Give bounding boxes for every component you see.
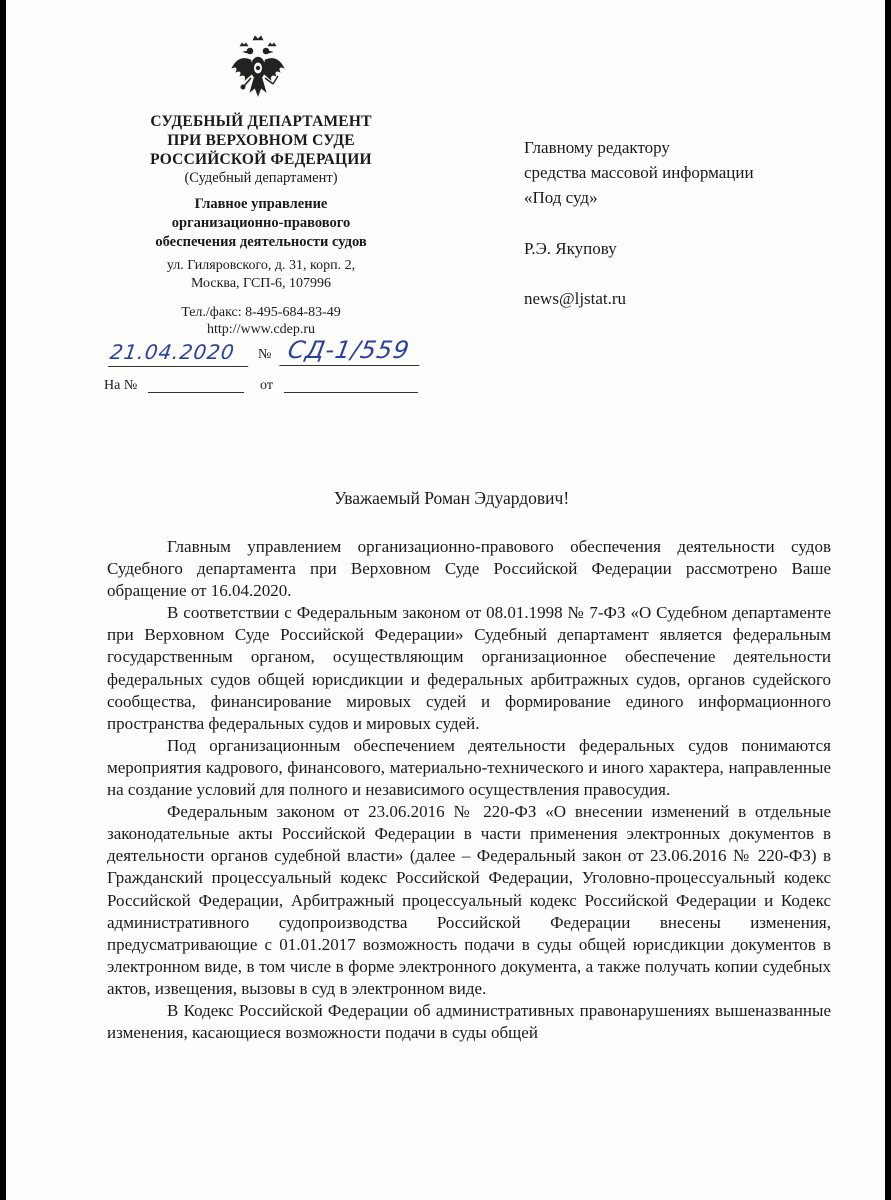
recipient-name: Р.Э. Якупову <box>524 239 617 258</box>
reference-row <box>104 378 434 398</box>
body-paragraph: Федеральным законом от 23.06.2016 № 220-ФЗ «О внесении изменений в отдельные законодательные акты Российской Федерации в части применения электронных документов в деятельности органов судебной власти» (далее – Федеральный закон от 23.06.2016 № 220-ФЗ) в Гражданский процессуальный кодекс Российской Федерации, Уголовно-процессуальный кодекс Российской Федерации, Арбитражный процессуальный кодекс Российской Федерации и Кодекс административного судопроизводства Российской Федерации внесены изменения, предусматривающие с 01.01.2017 возможность подачи в суды общей юрисдикции документов в электронном виде, в том числе в форме электронного документа, а также получать копии судебных актов, извещения, вызовы в суд в электронном виде. <box>107 802 831 998</box>
reg-number-label: № <box>258 347 272 362</box>
letter-page <box>6 0 885 1200</box>
body-paragraph: В Кодекс Российской Федерации об административных правонарушениях вышеназванные изменения, касающиеся возможности подачи в суды общей <box>107 1000 831 1043</box>
body-paragraph: Главным управлением организационно-правового обеспечения деятельности судов Судебного департамента при Верховном Суде Российской Федерации рассмотрено Ваше обращение от 16.04.2020. <box>107 537 831 601</box>
ref-from-label: от <box>260 378 273 393</box>
coat-of-arms-icon <box>228 34 288 100</box>
registration-row <box>102 336 432 370</box>
org-line: РОССИЙСКОЙ ФЕДЕРАЦИИ <box>150 151 372 168</box>
body-paragraph: В соответствии с Федеральным законом от 08.01.1998 № 7-ФЗ «О Судебном департаменте при Верховном Суде Российской Федерации» Судебный департамент является федеральным государственным органом, осуществляющим организационное обеспечение деятельности федеральных судов общей юрисдикции и федеральных арбитражных судов, органов судейского сообщества, финансирование мировых судей и формирование единого информационного пространства федеральных судов и мировых судей. <box>107 603 831 733</box>
org-short-name: (Судебный департамент) <box>184 170 338 186</box>
recipient-line: Главному редактору <box>524 138 670 157</box>
recipient-line: «Под суд» <box>524 188 598 207</box>
salutation: Уважаемый Роман Эдуардович! <box>333 488 570 508</box>
handwritten-reg-number: СД-1/559 <box>279 336 424 366</box>
body-paragraph: Под организационным обеспечением деятельности федеральных судов понимаются мероприятия кадрового, финансового, материально-технического и иного характера, направленные на создание условий для полного и независимого осуществления правосудия. <box>107 735 831 800</box>
address-line: Москва, ГСП-6, 107996 <box>190 276 332 291</box>
org-line: ПРИ ВЕРХОВНОМ СУДЕ <box>167 132 355 149</box>
ref-number-label: На № <box>104 378 138 393</box>
recipient-email[interactable]: news@ljstat.ru <box>524 289 627 308</box>
phone-fax: Тел./факс: 8-495-684-83-49 <box>181 305 341 320</box>
address-line: ул. Гиляровского, д. 31, корп. 2, <box>166 258 356 273</box>
org-name <box>106 113 416 170</box>
org-line: СУДЕБНЫЙ ДЕПАРТАМЕНТ <box>150 113 372 130</box>
handwritten-reg-date: 21.04.2020 <box>108 340 252 367</box>
dept-line: обеспечения деятельности судов <box>155 234 367 250</box>
website-link[interactable]: http://www.cdep.ru <box>207 322 315 337</box>
dept-line: организационно-правового <box>171 215 351 231</box>
recipient-line: средства массовой информации <box>524 163 754 182</box>
address <box>106 258 416 294</box>
ref-number-blank <box>148 392 244 393</box>
dept-line: Главное управление <box>194 196 328 212</box>
letter-body <box>107 536 831 1044</box>
ref-date-blank <box>284 392 418 393</box>
contacts <box>106 305 416 339</box>
department-name <box>106 196 416 253</box>
